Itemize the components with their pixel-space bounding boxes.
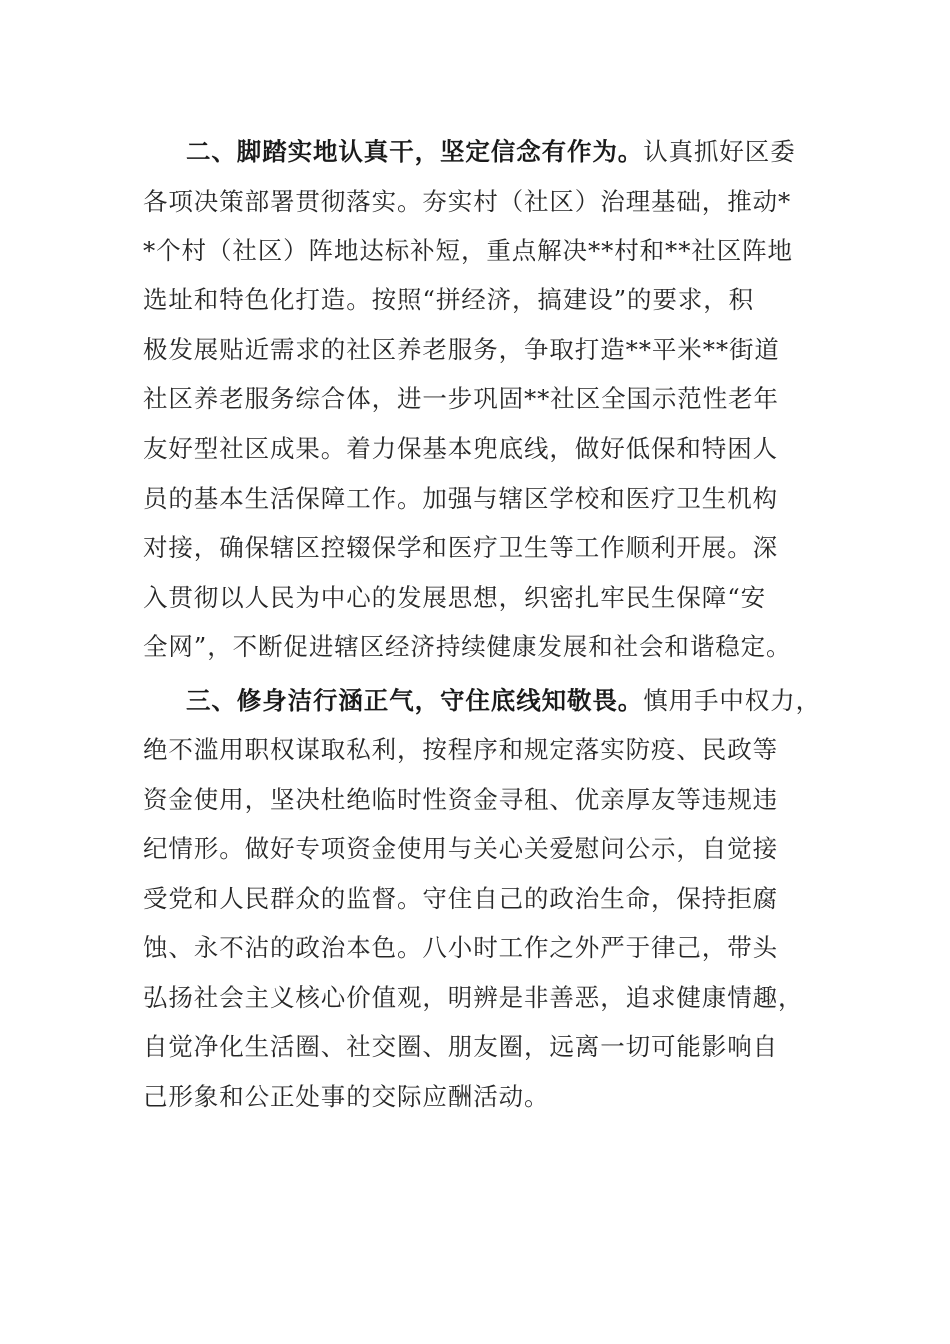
paragraph-line: 友好型社区成果。着力保基本兜底线，做好低保和特困人	[143, 434, 778, 463]
paragraph-line: 自觉净化生活圈、社交圈、朋友圈，远离一切可能影响自	[143, 1032, 778, 1061]
paragraph-line: 资金使用，坚决杜绝临时性资金寻租、优亲厚友等违规违	[143, 785, 778, 814]
paragraph-text: 认真抓好区委	[643, 137, 796, 166]
paragraph-line: 绝不滥用职权谋取私利，按程序和规定落实防疫、民政等	[143, 735, 778, 764]
paragraph-line: 纪情形。做好专项资金使用与关心关爱慰问公示，自觉接	[143, 834, 778, 863]
paragraph-line: 各项决策部署贯彻落实。夯实村（社区）治理基础，推动*	[143, 187, 792, 216]
paragraph-line: 蚀、永不沾的政治本色。八小时工作之外严于律己，带头	[143, 933, 778, 962]
paragraph-line: 对接，确保辖区控辍保学和医疗卫生等工作顺利开展。深	[143, 533, 778, 562]
section-2-heading: 二、脚踏实地认真干，坚定信念有作为。	[186, 137, 644, 166]
paragraph-line: 选址和特色化打造。按照“拼经济，搞建设”的要求，积	[143, 285, 755, 314]
section-3-heading-line	[186, 681, 826, 721]
paragraph-line: 员的基本生活保障工作。加强与辖区学校和医疗卫生机构	[143, 484, 778, 513]
paragraph-line: *个村（社区）阵地达标补短，重点解决**村和**社区阵地	[143, 236, 793, 265]
paragraph-line: 弘扬社会主义核心价值观，明辨是非善恶，追求健康情趣，	[143, 983, 804, 1012]
paragraph-line: 社区养老服务综合体，进一步巩固**社区全国示范性老年	[143, 384, 779, 413]
paragraph-line: 极发展贴近需求的社区养老服务，争取打造**平米**街道	[143, 335, 780, 364]
section-3-heading: 三、修身洁行涵正气，守住底线知敬畏。	[186, 686, 644, 715]
paragraph-line: 受党和人民群众的监督。守住自己的政治生命，保持拒腐	[143, 884, 778, 913]
paragraph-line: 己形象和公正处事的交际应酬活动。	[143, 1082, 550, 1111]
paragraph-line: 全网”，不断促进辖区经济持续健康发展和社会和谐稳定。	[143, 632, 792, 661]
section-2-heading-line	[186, 132, 826, 172]
paragraph-text: 慎用手中权力，	[643, 686, 822, 715]
paragraph-line: 入贯彻以人民为中心的发展思想，织密扎牢民生保障“安	[143, 583, 767, 612]
